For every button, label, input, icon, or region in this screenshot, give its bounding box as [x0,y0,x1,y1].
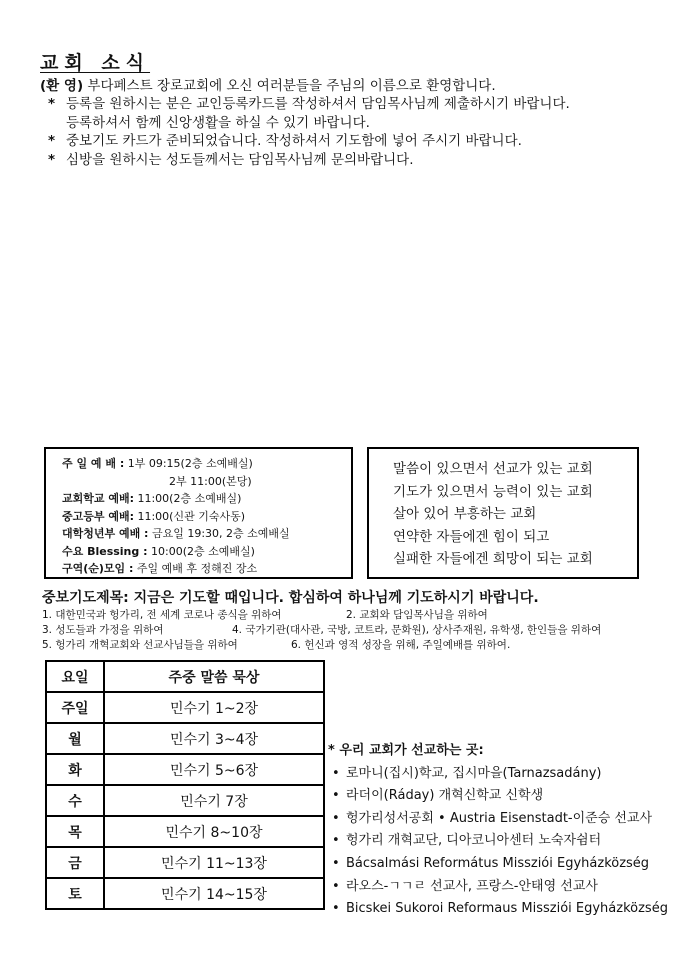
notice-list [48,95,570,169]
bullet-dot: • [332,765,340,781]
mission-text: Bácsalmási Református Missziói Egyházközség [346,855,650,871]
table-row [46,816,324,847]
day-cell: 주일 [46,692,104,723]
schedule-value: 주일 예배 후 정해진 장소 [133,562,258,575]
mission-list [328,740,668,921]
notice-text: 등록을 원하시는 분은 교인등록카드를 작성하셔서 담임목사님께 제출하시기 바랍니다. [66,96,570,112]
mission-item [328,853,668,876]
header-day: 요일 [46,661,104,692]
bullet-dot: • [332,810,340,826]
prayer-item: 4. 국가기관(대사관, 국방, 코트라, 문화원), 상사주재원, 유학생, 한인들을 위하여 [232,624,602,636]
table-row [46,754,324,785]
bullet-dot: • [332,855,340,871]
mission-item [328,876,668,899]
schedule-value: 2부 11:00(본당) [169,474,252,488]
day-cell: 토 [46,878,104,909]
day-cell: 화 [46,754,104,785]
reading-cell: 민수기 3~4장 [104,723,324,754]
mission-text: 헝가리성서공회 • Austria Eisenstadt-이준승 선교사 [346,810,653,826]
prayer-item: 6. 헌신과 영적 성장을 위해, 주일예배를 위하여. [291,639,511,651]
bullet-dot: • [332,788,340,804]
mission-text: Bicskei Sukoroi Reformaus Missziói Egyházközség [346,901,668,917]
prayer-item: 5. 헝가리 개혁교회와 선교사님들을 위하여 [42,639,238,651]
schedule-label: 수요 Blessing : [62,544,148,558]
mission-text: 라오스-ㄱㄱㄹ 선교사, 프랑스-안태영 선교사 [346,878,598,894]
prayer-title: 중보기도제목: 지금은 기도할 때입니다. 합심하여 하나님께 기도하시기 바랍니다. [42,590,539,606]
notice-item [48,95,570,114]
table-row [46,878,324,909]
prayer-row [42,623,601,638]
schedule-label: 중고등부 예배: [62,509,134,523]
day-cell: 목 [46,816,104,847]
reading-cell: 민수기 1~2장 [104,692,324,723]
notice-item [48,151,570,170]
day-cell: 수 [46,785,104,816]
mission-title: * 우리 교회가 선교하는 곳: [328,743,484,758]
table-row [46,692,324,723]
reading-cell: 민수기 14~15장 [104,878,324,909]
welcome-line [40,77,496,96]
notice-item [48,132,570,151]
prayer-row [42,608,601,623]
notice-item [48,114,570,133]
schedule-value: 금요일 19:30, 2층 소예배실 [148,527,290,540]
schedule-row [62,508,351,526]
bible-reading-table [45,660,325,910]
mission-text: 로마니(집시)학교, 집시마을(Tarnazsadány) [346,765,602,781]
reading-cell: 민수기 8~10장 [104,816,324,847]
mission-item [328,898,668,921]
motto-line: 기도가 있으면서 능력이 있는 교회 [393,483,593,500]
reading-cell: 민수기 5~6장 [104,754,324,785]
schedule-label: 구역(순)모임 : [62,562,134,575]
welcome-label: (환 영) [40,78,84,94]
prayer-item: 2. 교회와 담임목사님을 위하여 [346,609,488,621]
schedule-row [62,525,351,543]
schedule-row [62,455,351,473]
schedule-value: 10:00(2층 소예배실) [147,544,255,558]
schedule-label: 주 일 예 배 : [62,457,125,470]
prayer-item: 1. 대한민국과 헝가리, 전 세계 코로나 종식을 위하여 [42,609,282,621]
bullet-dot: • [332,878,340,894]
prayer-item: 3. 성도들과 가정을 위하여 [42,624,164,636]
schedule-label: 대학청년부 예배 : [62,527,149,540]
schedule-value: 11:00(2층 소예배실) [133,492,242,505]
schedule-value: 11:00(신관 기숙사동) [133,509,246,523]
bullet-dot: • [332,833,340,849]
schedule-row [62,560,351,578]
table-row [46,785,324,816]
reading-cell: 민수기 11~13장 [104,847,324,878]
mission-item [328,830,668,853]
schedule-row [62,490,351,508]
prayer-row [42,638,601,653]
table-row [46,847,324,878]
schedule-label: 교회학교 예배: [62,492,134,505]
schedule-row [62,473,351,491]
church-motto-box [367,447,639,579]
motto-line: 실패한 자들에겐 희망이 되는 교회 [393,551,593,567]
prayer-list [42,608,601,653]
schedule-row [62,543,351,561]
notice-text: 심방을 원하시는 성도들께서는 담임목사님께 문의바랍니다. [66,151,414,168]
mission-item [328,785,668,808]
bullet-star: * [48,96,56,112]
mission-item [328,808,668,831]
motto-line: 연약한 자들에겐 힘이 되고 [393,528,550,545]
mission-item [328,763,668,786]
notice-text: 등록하셔서 함께 신앙생활을 하실 수 있기 바랍니다. [66,114,370,131]
bullet-star: * [48,151,56,168]
welcome-text: 부다페스트 장로교회에 오신 여러분들을 주님의 이름으로 환영합니다. [83,78,496,94]
worship-schedule-box [44,447,353,579]
header-reading: 주중 말씀 묵상 [104,661,324,692]
news-title: 교회 소식 [40,52,151,74]
reading-cell: 민수기 7장 [104,785,324,816]
day-cell: 월 [46,723,104,754]
notice-text: 중보기도 카드가 준비되었습니다. 작성하셔서 기도함에 넣어 주시기 바랍니다. [66,133,522,149]
table-row [46,723,324,754]
bullet-dot: • [332,901,340,917]
bullet-star: * [48,133,56,149]
motto-line: 살아 있어 부흥하는 교회 [393,506,537,522]
day-cell: 금 [46,847,104,878]
schedule-value: 1부 09:15(2층 소예배실) [124,457,253,470]
mission-text: 헝가리 개혁교단, 디아코니아센터 노숙자쉼터 [346,833,602,849]
motto-line: 말씀이 있으면서 선교가 있는 교회 [393,461,593,477]
mission-text: 라더이(Ráday) 개혁신학교 신학생 [346,788,544,804]
table-header-row [46,661,324,692]
